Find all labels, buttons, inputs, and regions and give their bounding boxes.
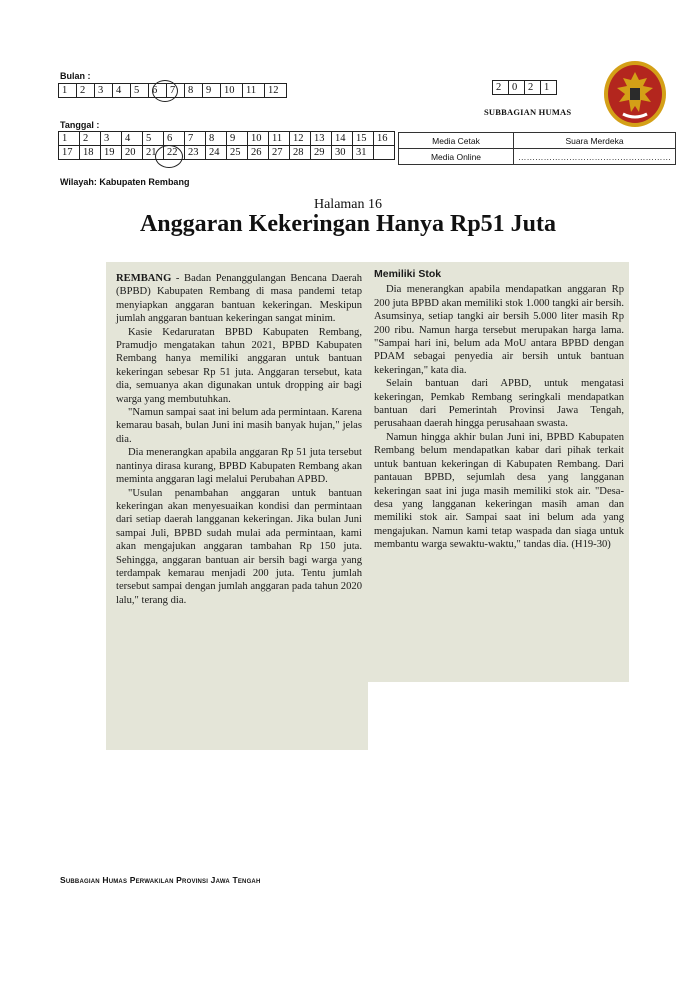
tanggal-cell: 19	[101, 146, 122, 160]
footer: Subbagian Humas Perwakilan Provinsi Jawa Tengah	[60, 875, 261, 885]
subhead: Memiliki Stok	[374, 268, 442, 280]
media-label: Media Online	[399, 149, 514, 165]
tanggal-cell: 16	[374, 132, 395, 146]
tanggal-cell: 5	[143, 132, 164, 146]
year-digit: 2	[525, 81, 541, 95]
tanggal-cell: 21	[143, 146, 164, 160]
tanggal-cell	[374, 146, 395, 160]
bulan-cell: 9	[203, 84, 221, 98]
article-paragraph: "Namun sampai saat ini belum ada permintaan. Karena kemarau basah, bulan Juni ini masih banyak hujan," jelas dia.	[116, 407, 362, 445]
tanggal-cell: 4	[122, 132, 143, 146]
tanggal-cell: 26	[248, 146, 269, 160]
tanggal-grid	[58, 131, 395, 160]
bulan-cell: 10	[221, 84, 243, 98]
tanggal-cell: 3	[101, 132, 122, 146]
wilayah-label: Wilayah: Kabupaten Rembang	[60, 177, 190, 187]
media-table	[398, 132, 676, 165]
bulan-cell: 6	[149, 84, 167, 98]
article-paragraph: REMBANG - Badan Penanggulangan Bencana Daerah (BPBD) Kabupaten Rembang di masa pandemi tetap menyiapkan anggaran bantuan kekeringan. Meskipun jumlah anggaran bantuan kekeringan sangat minim.	[116, 273, 362, 325]
bulan-cell: 5	[131, 84, 149, 98]
media-value: Suara Merdeka	[514, 133, 676, 149]
year-digit: 2	[493, 81, 509, 95]
bulan-cell: 1	[59, 84, 77, 98]
tanggal-cell: 14	[332, 132, 353, 146]
article-paragraph: Dia menerangkan apabila anggaran Rp 51 juta tersebut nantinya dirasa kurang, BPBD Kabupaten Rembang akan meminta anggaran lagi melalui Perubahan APBD.	[116, 447, 362, 486]
tanggal-cell: 2	[80, 132, 101, 146]
tanggal-cell: 25	[227, 146, 248, 160]
garuda-seal-logo	[603, 60, 667, 128]
media-row	[399, 133, 676, 149]
media-label: Media Cetak	[399, 133, 514, 149]
bulan-cell: 2	[77, 84, 95, 98]
year-grid	[492, 80, 557, 95]
tanggal-cell: 1	[59, 132, 80, 146]
bulan-cell: 11	[243, 84, 265, 98]
article-paragraph: Namun hingga akhir bulan Juni ini, BPBD Kabupaten Rembang belum mendapatkan kabar dari pihak terkait untuk bantuan kekeringan di Kabupaten Rembang. Dari pantauan BPBD, sejumlah desa yang langganan kekeringan saat ini juga masih memiliki stok air. "Desa-desa yang langganan kekeringan masih aman dan memiliki stok air. Sampai saat ini belum ada yang mengajukan. Namun kami tetap waspada dan siaga untuk membantu warga sewaktu-waktu," tandas dia. (H19-30)	[374, 431, 624, 551]
bulan-cell: 7	[167, 84, 185, 98]
tanggal-cell: 30	[332, 146, 353, 160]
article-paragraph: Kasie Kedaruratan BPBD Kabupaten Rembang, Pramudjo mengatakan tahun 2021, BPBD Kabupaten Rembang hanya memiliki anggaran untuk bantuan kekeringan sebesar Rp 51 juta. Anggaran tersebut, kata dia, semuanya akan digunakan untuk dropping air bagi warga yang membutuhkan.	[116, 326, 362, 405]
tanggal-cell: 10	[248, 132, 269, 146]
tanggal-cell: 28	[290, 146, 311, 160]
tanggal-cell: 7	[185, 132, 206, 146]
tanggal-selected-circle	[155, 145, 183, 168]
bulan-cell: 3	[95, 84, 113, 98]
media-row	[399, 149, 676, 165]
tanggal-cell: 13	[311, 132, 332, 146]
bulan-cell: 4	[113, 84, 131, 98]
article-left-column	[116, 272, 362, 607]
tanggal-cell: 12	[290, 132, 311, 146]
tanggal-cell: 9	[227, 132, 248, 146]
tanggal-label: Tanggal :	[60, 120, 100, 130]
dateline: REMBANG	[116, 273, 172, 284]
tanggal-cell: 22	[164, 146, 185, 160]
tanggal-cell: 11	[269, 132, 290, 146]
article-right-column	[374, 268, 624, 552]
tanggal-cell: 6	[164, 132, 185, 146]
tanggal-cell: 15	[353, 132, 374, 146]
bulan-selected-circle	[152, 80, 178, 102]
article-paragraph: Selain bantuan dari APBD, untuk mengatasi kekeringan, Pemkab Rembang seringkali mendapatkan bantuan dari Pemerintah Provinsi Jawa Tengah, perusahaan daerah hingga perusahaan swasta.	[374, 378, 624, 430]
bulan-label: Bulan :	[60, 71, 91, 81]
tanggal-cell: 18	[80, 146, 101, 160]
headline: Anggaran Kekeringan Hanya Rp51 Juta	[139, 211, 557, 237]
tanggal-cell: 8	[206, 132, 227, 146]
year-digit: 0	[509, 81, 525, 95]
tanggal-cell: 31	[353, 146, 374, 160]
tanggal-cell: 20	[122, 146, 143, 160]
bulan-cell: 8	[185, 84, 203, 98]
media-value: ………………………………………………	[514, 149, 676, 165]
tanggal-cell: 29	[311, 146, 332, 160]
tanggal-cell: 17	[59, 146, 80, 160]
year-digit: 1	[541, 81, 557, 95]
page-number: Halaman 16	[313, 197, 383, 212]
tanggal-cell: 24	[206, 146, 227, 160]
article-paragraph: "Usulan penambahan anggaran untuk bantuan kekeringan akan menyesuaikan kondisi dan permintaan dari setiap daerah langganan kekeringan. Jika bulan Juni sampai Juli, BPBD sudah mulai ada permintaan, kami akan mengajukan anggaran tambahan Rp 150 juta. Sehingga, anggaran bantuan air bersih bagi warga yang terdampak kemarau menjadi 200 juta. Tentu jumlah tersebut sampai dengan jumlah anggaran pada tahun 2020 lalu," terang dia.	[116, 487, 362, 606]
subbagian-label: SUBBAGIAN HUMAS	[484, 107, 572, 117]
article-paragraph: Dia menerangkan apabila mendapatkan anggaran Rp 200 juta BPBD akan memiliki stok 1.000 tangki air bersih. Asumsinya, setiap tangki air bersih 5.000 liter masih Rp 200 ribu. Namun harga tersebut merupakan harga lama. "Sampai hari ini, belum ada MoU antara BPBD dengan PDAM sebagai penyedia air bersih untuk bantuan kekeringan," kata dia.	[374, 284, 624, 376]
tanggal-cell: 27	[269, 146, 290, 160]
tanggal-cell: 23	[185, 146, 206, 160]
bulan-cell: 12	[265, 84, 287, 98]
